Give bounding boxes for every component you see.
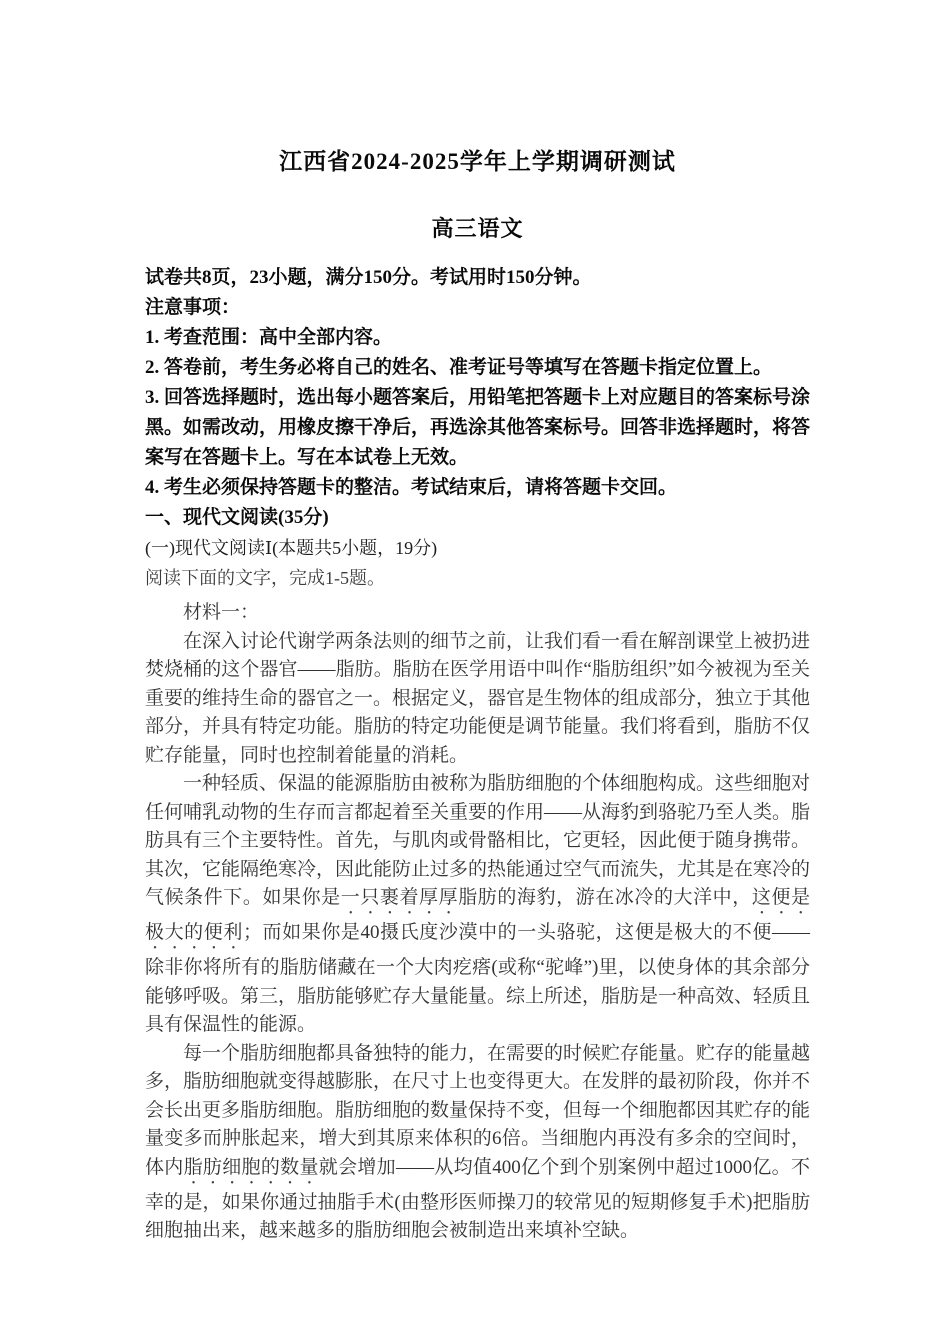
text-run: 在深入讨论代谢学两条法则的细节之前，让我们看一看在解剖课堂上被扔进焚烧桶的这个器官——脂肪。脂肪在医学用语中叫作“脂肪组织”如今被视为至关重要的维持生命的器官之一。根据定义，器官是生物体的组成部分，独立于其他部分，并具有特定功能。脂肪的特定功能便是调节能量。我们将看到，脂肪不仅贮存能量，同时也控制着能量的消耗。 xyxy=(145,630,811,766)
exam-info-line: 试卷共8页，23小题，满分150分。考试用时150分钟。 xyxy=(145,267,592,288)
reading-instruction: 阅读下面的文字，完成1-5题。 xyxy=(145,568,385,588)
notice-item: 1. 考查范围：高中全部内容。 xyxy=(145,327,393,348)
notice-item: 2. 答卷前，考生务必将自己的姓名、准考证号等填写在答题卡指定位置上。 xyxy=(145,357,773,378)
material-paragraph xyxy=(145,770,810,1040)
text-run: 就会增加——从均值400亿个到个别案例中超过1000亿。不幸的是，如果你通过抽脂手术(由整形医师操刀的较常见的短期修复手术)把脂肪细胞抽出来，越来越多的脂肪细胞会被制造出来填补空缺。 xyxy=(145,1156,810,1241)
text-run: 一种轻质、保温的能源脂肪由被称为脂肪细胞的个体细胞构成。这些细胞对任何哺乳动物的生存而言都起着至关重要的作用——从海豹到骆驼乃至人类。脂肪具有三个主要特性。首先，与肌肉或骨骼相比，它更轻，因此便于随身携带。其次，它能隔绝寒冷，因此能防止过多的热能通过空气而流失，尤其是在寒冷的气候条件下。如果你是 xyxy=(145,773,811,908)
emphasized-text: 这便是极大的便利 xyxy=(145,887,810,943)
notice-item: 4. 考生必须保持答题卡的整洁。考试结束后，请将答题卡交回。 xyxy=(145,477,678,498)
material-paragraph xyxy=(145,628,810,771)
notice-title: 注意事项： xyxy=(145,297,241,318)
material-label: 材料一： xyxy=(183,602,260,623)
notice-item: 3. 回答选择题时，选出每小题答案后，用铅笔把答题卡上对应题目的答案标号涂黑。如需改动，用橡皮擦干净后，再选涂其他答案标号。回答非选择题时，将答案写在答题卡上。写在本试卷上无效。 xyxy=(145,387,811,468)
material-body xyxy=(145,628,810,1246)
notice-list xyxy=(145,323,810,503)
exam-title: 江西省2024-2025学年上学期调研测试 xyxy=(279,149,676,174)
text-run: ；而如果你是40摄氏度沙漠中的一头骆驼，这便是极大的不便——除非你将所有的脂肪储藏在一个大肉疙瘩(或称“驼峰”)里，以使身体的其余部分能够呼吸。第三，脂肪能够贮存大量能量。综上所述，脂肪是一种高效、轻质且具有保温性的能源。 xyxy=(145,922,811,1035)
text-run: 每一个脂肪细胞都具备独特的能力，在需要的时候贮存能量。贮存的能量越多，脂肪细胞就变得越膨胀，在尺寸上也变得更大。在发胖的最初阶段，你并不会长出更多脂肪细胞。脂肪细胞的数量保持不变，但每一个细胞都因其贮存的能量变多而肿胀起来，增大到其原来体积的6倍。当细胞内再没有多余的空间时，体内 xyxy=(145,1042,811,1178)
section-subheading: (一)现代文阅读Ⅰ(本题共5小题，19分) xyxy=(145,538,438,558)
emphasized-text: 一只裹着厚厚 xyxy=(340,887,459,908)
material-paragraph xyxy=(145,1040,810,1246)
exam-subtitle: 高三语文 xyxy=(431,216,524,241)
section-heading: 一、现代文阅读(35分) xyxy=(145,507,329,528)
emphasized-text: 脂肪细胞的数量 xyxy=(183,1156,319,1178)
text-run: 脂肪的海豹，游在冰冷的大洋中， xyxy=(458,887,752,908)
